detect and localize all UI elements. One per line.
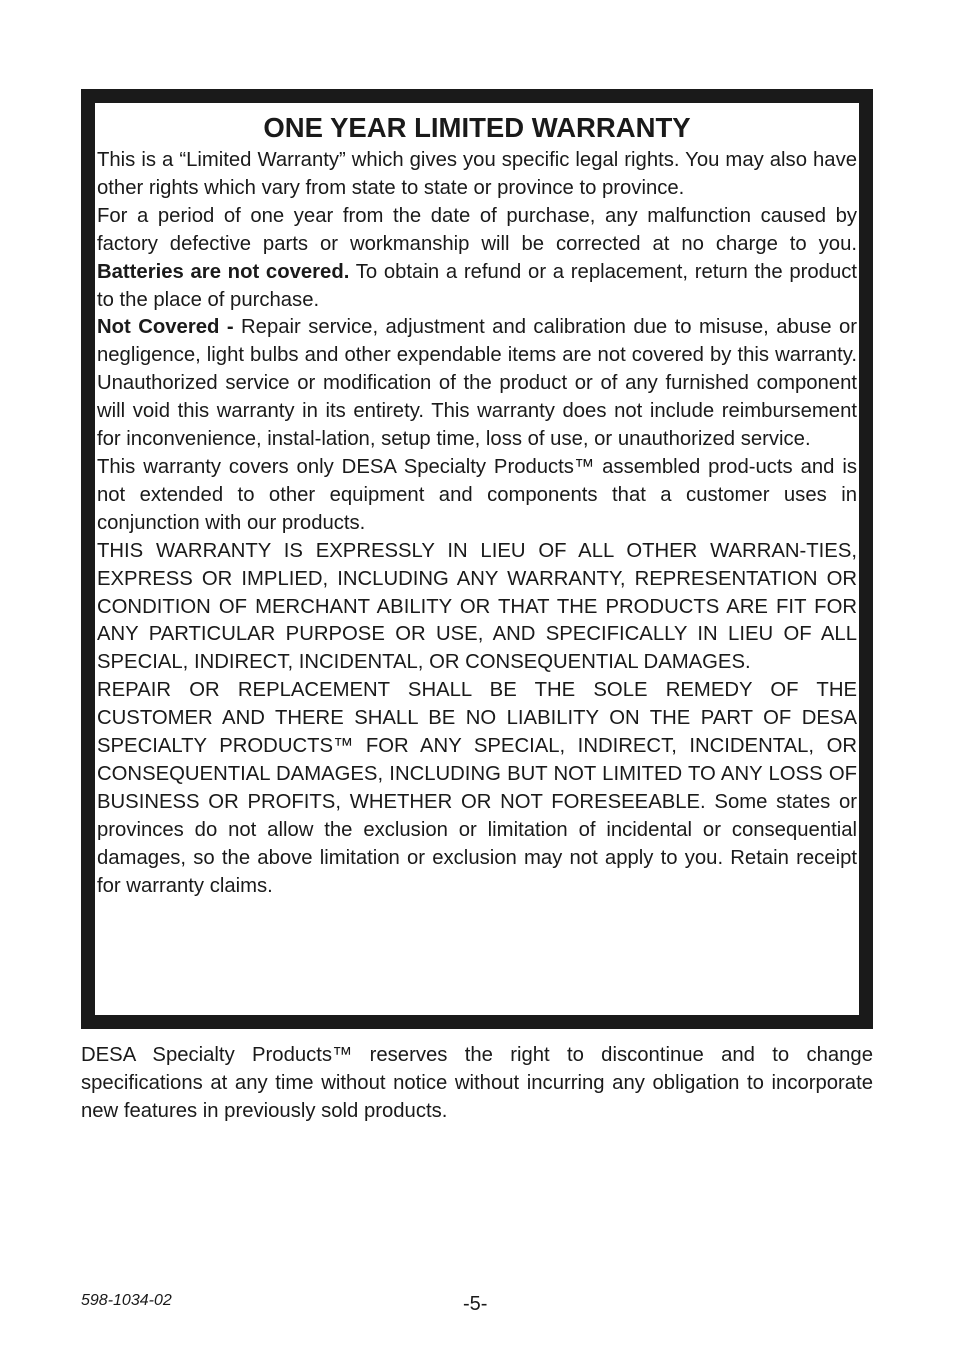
- batteries-not-covered: Batteries are not covered.: [97, 260, 350, 283]
- warranty-paragraph-rights: This is a “Limited Warranty” which gives you specific legal rights. You may also have other rights which vary from state to state or province to province.: [97, 149, 857, 199]
- warranty-paragraph-remedy: REPAIR OR REPLACEMENT SHALL BE THE SOLE REMEDY OF THE CUSTOMER AND THERE SHALL BE NO LIABILITY ON THE PART OF DESA SPECIALTY PRODUCTS™ FOR ANY SPECIAL, INDIRECT, INCIDENTAL, OR CONSEQUENTIAL DAMAGES, INCLUDING BUT NOT LIMITED TO ANY LOSS OF BUSINESS OR PROFITS, WHETHER OR NOT FORESEEABLE. Some states or provinces do not allow the exclusion or limitation of incidental or consequential damages, so the above limitation or exclusion may not apply to you. Retain receipt for warranty claims.: [97, 679, 857, 897]
- not-covered-label: Not Covered -: [97, 316, 234, 339]
- warranty-body: [97, 147, 857, 900]
- not-covered-text: Repair service, adjustment and calibration due to misuse, abuse or negligence, light bulbs and other expendable items are not covered by this warranty. Unauthorized service or modification of the product or of any furnished component will void this warranty in its entirety. This warranty does not include reimbursement for inconvenience, instal-lation, setup time, loss of use, or unauthorized service.: [97, 316, 857, 451]
- specifications-note: DESA Specialty Products™ reserves the right to discontinue and to change specifications at any time without notice without incurring any obligation to incorporate new features in previously sold products.: [81, 1044, 873, 1122]
- period-text-start: For a period of one year from the date of purchase, any malfunction caused by factory defective parts or workmanship will be corrected at no charge to you.: [97, 204, 857, 255]
- warranty-title: ONE YEAR LIMITED WARRANTY: [263, 112, 691, 143]
- warranty-box-inner: [95, 103, 859, 1015]
- page-number: -5-: [463, 1293, 488, 1315]
- warranty-paragraph-not-covered: [97, 314, 857, 454]
- warranty-paragraph-period: [97, 203, 857, 315]
- warranty-box: [81, 89, 873, 1029]
- warranty-paragraph-scope: This warranty covers only DESA Specialty Products™ assembled prod-ucts and is not extended to other equipment and components that a customer uses in conjunction with our products.: [97, 455, 857, 534]
- document-number: 598-1034-02: [81, 1292, 172, 1309]
- period-text-end: To obtain a refund or a replacement, return the product to the place of purchase.: [97, 260, 857, 311]
- warranty-paragraph-disclaimer: THIS WARRANTY IS EXPRESSLY IN LIEU OF ALL OTHER WARRAN-TIES, EXPRESS OR IMPLIED, INCLUDING ANY WARRANTY, REPRESENTATION OR CONDITION OF MERCHANT ABILITY OR THAT THE PRODUCTS ARE FIT FOR ANY PARTICULAR PURPOSE OR USE, AND SPECIFICALLY IN LIEU OF ALL SPECIAL, INDIRECT, INCIDENTAL, OR CONSEQUENTIAL DAMAGES.: [97, 539, 857, 674]
